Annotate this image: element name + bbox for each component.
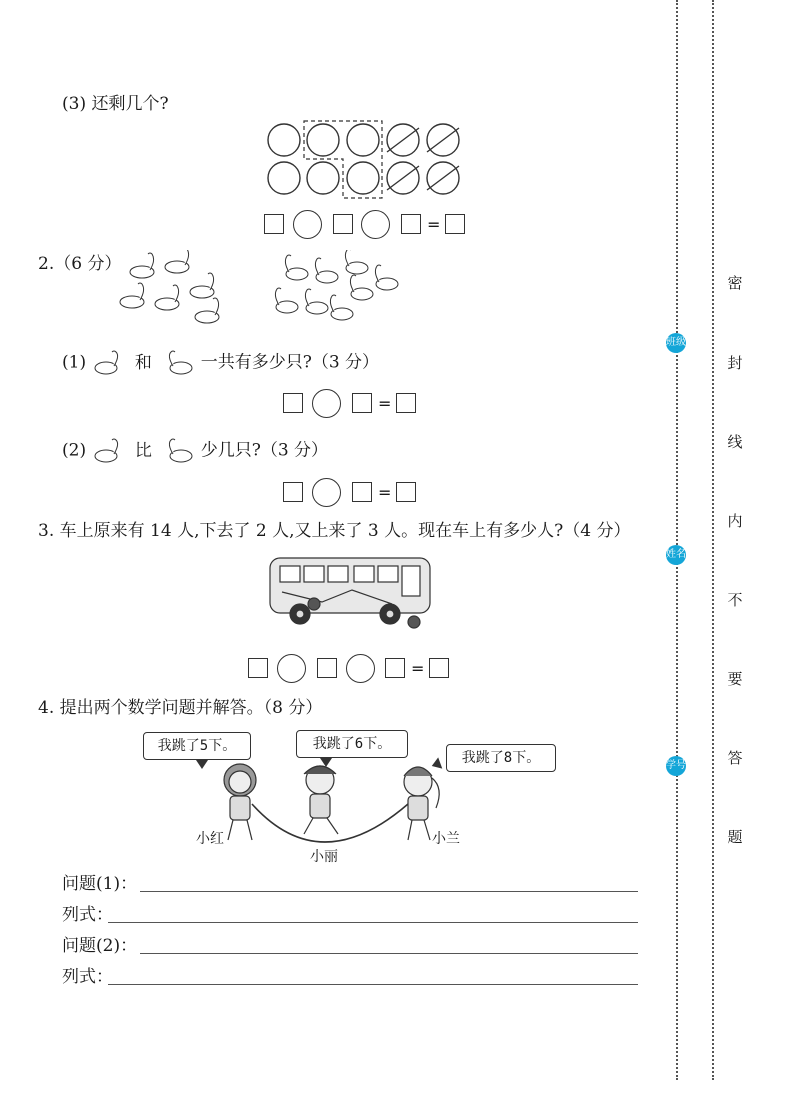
answer-box[interactable]: [401, 214, 421, 234]
kids-jumprope-icon: [200, 760, 460, 850]
answer-box[interactable]: [317, 658, 337, 678]
margin-char: 内: [727, 512, 743, 530]
speech-bubble-2: 我跳了6下。: [296, 730, 408, 758]
answer-box[interactable]: [445, 214, 465, 234]
answer-box[interactable]: [333, 214, 353, 234]
answer-box[interactable]: [352, 482, 372, 502]
circle-grid: [262, 118, 472, 202]
seal-line-left: [676, 0, 678, 1080]
badge-id: 学号: [666, 756, 686, 776]
q4-text: 4. 提出两个数学问题并解答。（8 分）: [38, 698, 323, 718]
formula-1-label: 列式：: [62, 905, 113, 925]
equals-sign: =: [411, 659, 425, 678]
question-2-label: 问题(2)：: [62, 936, 138, 956]
dashed-selection: [304, 121, 382, 198]
operator-circle[interactable]: [361, 210, 390, 239]
question-1-label: 问题(1)：: [62, 874, 138, 894]
question-1-line[interactable]: [140, 891, 638, 892]
answer-box[interactable]: [396, 393, 416, 413]
answer-box[interactable]: [283, 393, 303, 413]
q2-part2-join: 比: [134, 440, 152, 461]
seal-line-right: [712, 0, 714, 1080]
goose-icon: [92, 350, 124, 376]
kid-name-3: 小兰: [432, 831, 460, 847]
q2-part2-prefix: (2): [62, 440, 87, 461]
answer-box[interactable]: [429, 658, 449, 678]
margin-char: 不: [727, 591, 743, 609]
operator-circle[interactable]: [346, 654, 375, 683]
speech-bubble-1: 我跳了5下。: [143, 732, 251, 760]
q3-text: 3. 车上原来有 14 人,下去了 2 人,又上来了 3 人。现在车上有多少人?（4 分）: [38, 521, 631, 541]
q2-part2-suffix: 少几只?（3 分）: [200, 440, 329, 461]
formula-2-label: 列式：: [62, 967, 113, 987]
operator-circle[interactable]: [277, 654, 306, 683]
margin-char: 答: [727, 749, 743, 767]
kid-name-1: 小红: [196, 831, 224, 847]
goose-icon: [163, 350, 195, 376]
answer-box[interactable]: [396, 482, 416, 502]
kid-name-2: 小丽: [310, 849, 338, 865]
formula-1-line[interactable]: [108, 922, 638, 923]
q2-header: 2.（6 分）: [38, 254, 122, 274]
q2-part1-join: 和: [134, 352, 152, 373]
answer-box[interactable]: [385, 658, 405, 678]
goose-icon: [92, 438, 124, 464]
operator-circle[interactable]: [293, 210, 322, 239]
goose-icon: [163, 438, 195, 464]
speech-bubble-3: 我跳了8下。: [446, 744, 556, 772]
badge-class: 班级: [666, 333, 686, 353]
equals-sign: =: [378, 483, 392, 502]
goose-icon: [112, 250, 402, 330]
bus-icon: [262, 552, 442, 642]
margin-char: 线: [727, 433, 743, 451]
q2-part1-suffix: 一共有多少只?（3 分）: [200, 352, 380, 373]
q2-part2: [62, 438, 328, 464]
answer-box[interactable]: [264, 214, 284, 234]
answer-box[interactable]: [248, 658, 268, 678]
question-2-line[interactable]: [140, 953, 638, 954]
q2-part1-prefix: (1): [62, 352, 87, 373]
formula-2-line[interactable]: [108, 984, 638, 985]
equals-sign: =: [427, 215, 441, 234]
q1-part3-text: (3) 还剩几个?: [62, 94, 169, 114]
answer-box[interactable]: [352, 393, 372, 413]
margin-char: 封: [727, 354, 743, 372]
margin-char: 题: [727, 828, 743, 846]
margin-char: 要: [727, 670, 743, 688]
answer-box[interactable]: [283, 482, 303, 502]
operator-circle[interactable]: [312, 478, 341, 507]
badge-name: 姓名: [666, 545, 686, 565]
margin-char: 密: [727, 274, 743, 292]
q2-part1: [62, 350, 379, 376]
equals-sign: =: [378, 394, 392, 413]
operator-circle[interactable]: [312, 389, 341, 418]
